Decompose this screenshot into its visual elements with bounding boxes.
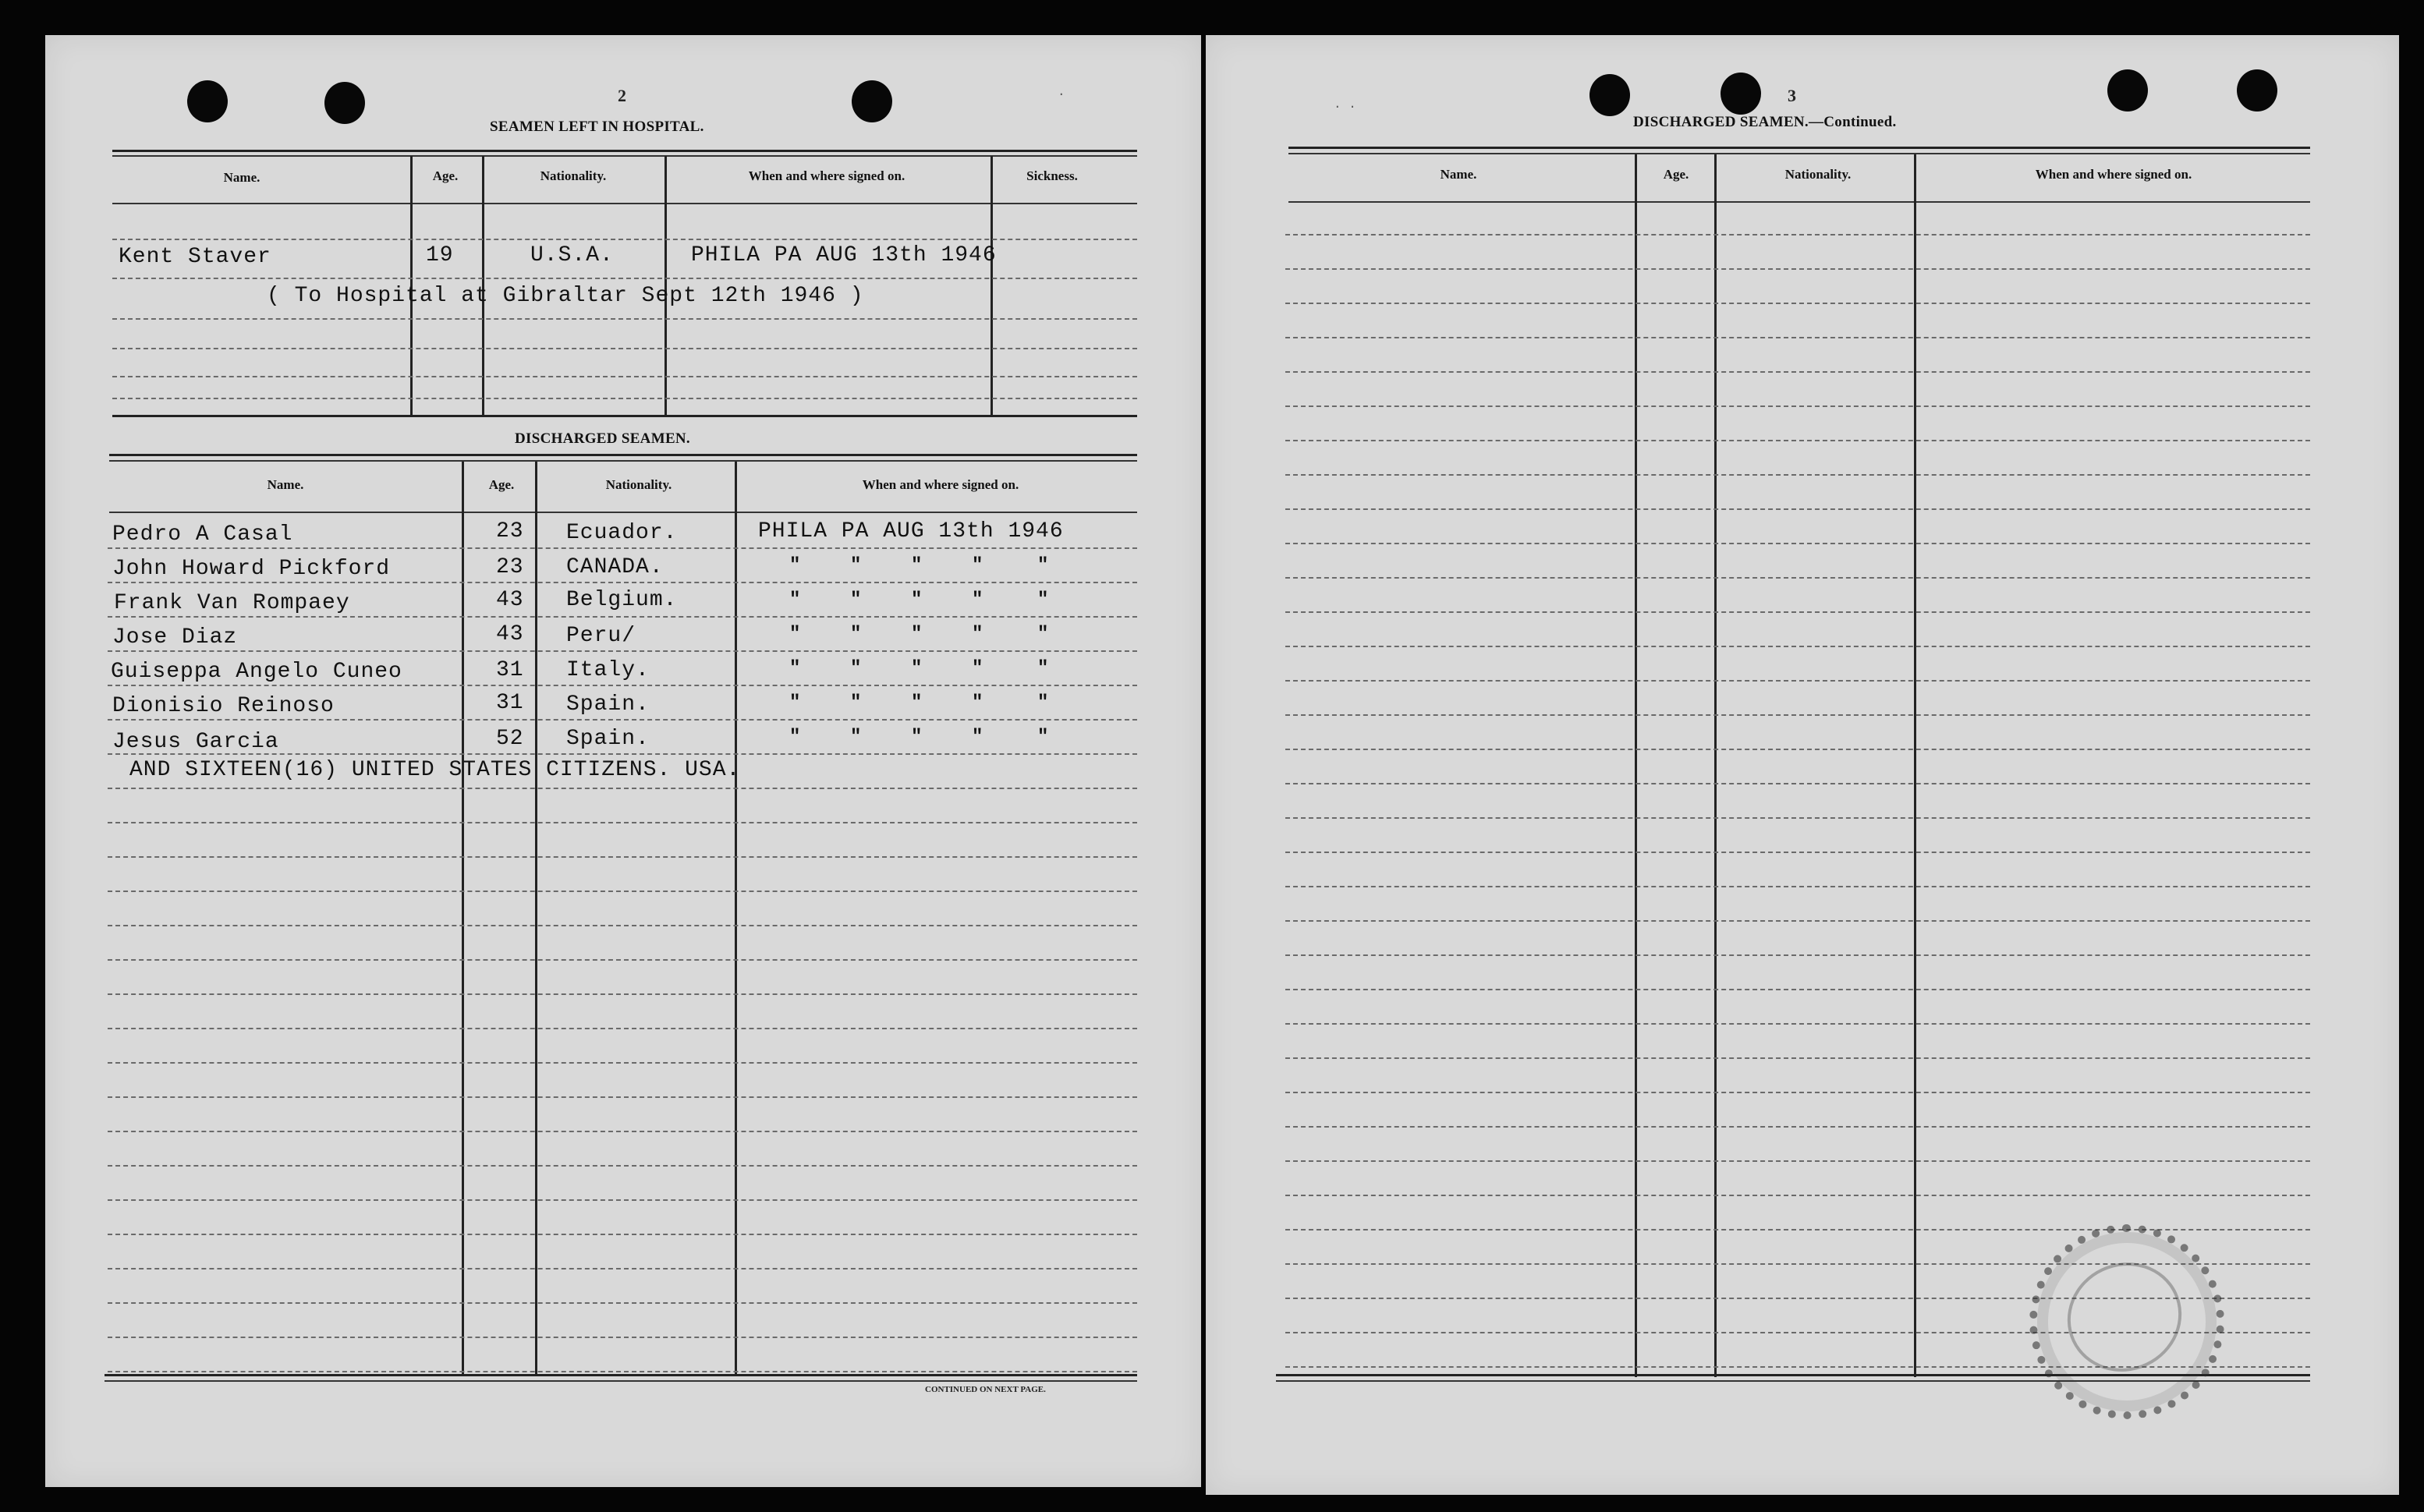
discharged-col-divider [462, 462, 464, 1374]
bleed-through-mark: · · [1334, 100, 1356, 114]
hospital-table-bottom-rule [112, 415, 1137, 417]
discharged-col-nationality: Nationality. [605, 477, 672, 492]
ditto-mark: " [789, 692, 801, 714]
ruled-line [1285, 817, 2310, 819]
discharged-row-nationality: Spain. [566, 692, 650, 717]
ruled-line [108, 582, 1137, 583]
ruled-line [1285, 646, 2310, 647]
ruled-line [1285, 1126, 2310, 1128]
ruled-line [1285, 543, 2310, 544]
discharged-row-age: 43 [496, 622, 524, 646]
punch-hole [2107, 69, 2148, 112]
right-col-age: Age. [1663, 167, 1689, 182]
hospital-table-top-rule [112, 150, 1137, 152]
ruled-line [108, 925, 1137, 926]
continued-note: CONTINUED ON NEXT PAGE. [925, 1385, 1046, 1394]
ruled-line [1285, 611, 2310, 613]
right-page [1206, 35, 2399, 1495]
discharged-row-nationality: Ecuador. [566, 521, 678, 545]
discharged-row-age: 31 [496, 658, 524, 682]
punch-hole [187, 80, 228, 122]
discharged-row-nationality: Spain. [566, 727, 650, 751]
ditto-mark: " [1037, 555, 1049, 576]
ditto-mark: " [789, 555, 801, 576]
ruled-line [108, 1062, 1137, 1064]
hospital-col-sickness: Sickness. [1026, 168, 1078, 183]
ruled-line [108, 1165, 1137, 1167]
right-col-name: Name. [1440, 167, 1477, 182]
ruled-line [108, 1371, 1137, 1372]
ruled-line [112, 398, 1137, 399]
page-number: 2 [618, 86, 626, 105]
discharged-row-age: 43 [496, 588, 524, 612]
ruled-line [108, 1302, 1137, 1304]
ditto-mark: " [911, 590, 923, 611]
ruled-line [108, 547, 1137, 549]
ruled-line [1285, 714, 2310, 716]
ruled-line [1285, 337, 2310, 338]
hospital-col-name: Name. [223, 170, 260, 185]
right-table-head-rule [1288, 201, 2310, 203]
discharged-row-nationality: Belgium. [566, 588, 678, 612]
ditto-mark: " [911, 555, 923, 576]
discharged-col-name: Name. [267, 477, 304, 492]
ruled-line [1285, 268, 2310, 270]
discharged-table-top-rule-2 [109, 460, 1137, 462]
right-col-nationality: Nationality. [1784, 167, 1852, 182]
discharged-row-name: Pedro A Casal [112, 522, 293, 547]
ruled-line [1285, 440, 2310, 441]
hospital-row-name: Kent Staver [119, 245, 271, 269]
ruled-line [1285, 680, 2310, 682]
ruled-line [112, 278, 1137, 279]
discharged-col-divider [735, 462, 737, 1374]
ruled-line [1285, 1160, 2310, 1162]
ditto-mark: " [911, 692, 923, 714]
ruled-line [1285, 989, 2310, 990]
right-table-top-rule [1288, 147, 2310, 149]
bleed-through-mark: · [1058, 87, 1065, 101]
ruled-line [1285, 783, 2310, 784]
ditto-mark: " [1037, 590, 1049, 611]
ruled-line [1285, 234, 2310, 235]
ruled-line [108, 616, 1137, 618]
ditto-mark: " [789, 658, 801, 679]
discharged-row-name: John Howard Pickford [112, 557, 391, 581]
discharged-table-head-rule [109, 512, 1137, 513]
ruled-line [1285, 920, 2310, 922]
ditto-mark: " [911, 727, 923, 748]
hospital-row-age: 19 [426, 243, 454, 267]
discharged-row-name: Dionisio Reinoso [112, 694, 335, 718]
ruled-line [108, 856, 1137, 858]
ruled-line [1285, 1057, 2310, 1059]
ditto-mark: " [972, 555, 983, 576]
right-table-top-rule-2 [1288, 153, 2310, 154]
hospital-section-title: SEAMEN LEFT IN HOSPITAL. [490, 119, 704, 135]
ruled-line [108, 685, 1137, 686]
ruled-line [1285, 303, 2310, 304]
ruled-line [108, 1131, 1137, 1132]
ruled-line [108, 959, 1137, 961]
ditto-mark: " [789, 624, 801, 645]
discharged-row-nationality: Peru/ [566, 624, 636, 648]
punch-hole [1721, 73, 1761, 115]
discharged-col-age: Age. [488, 477, 515, 492]
page-number: 3 [1788, 86, 1796, 105]
ditto-mark: " [911, 624, 923, 645]
discharged-summary: AND SIXTEEN(16) UNITED STATES CITIZENS. USA. [129, 758, 741, 782]
ditto-mark: " [850, 692, 862, 714]
discharged-row-signed-on: PHILA PA AUG 13th 1946 [758, 519, 1064, 544]
ruled-line [112, 318, 1137, 320]
ruled-line [112, 239, 1137, 240]
ruled-line [108, 788, 1137, 789]
discharged-col-signed-on: When and where signed on. [862, 477, 1019, 492]
ditto-mark: " [972, 624, 983, 645]
ruled-line [1285, 1195, 2310, 1196]
ruled-line [112, 376, 1137, 377]
discharged-row-age: 31 [496, 691, 524, 715]
ditto-mark: " [972, 590, 983, 611]
discharged-row-name: Jose Diaz [112, 625, 238, 650]
punch-hole [324, 82, 365, 124]
discharged-row-name: Frank Van Rompaey [114, 591, 350, 615]
hospital-col-nationality: Nationality. [540, 168, 607, 183]
ruled-line [108, 993, 1137, 995]
hospital-col-signed-on: When and where signed on. [748, 168, 905, 183]
ditto-mark: " [850, 624, 862, 645]
discharged-col-divider [535, 462, 537, 1374]
ditto-mark: " [1037, 658, 1049, 679]
ruled-line [1285, 749, 2310, 750]
ditto-mark: " [972, 658, 983, 679]
discharged-row-nationality: CANADA. [566, 555, 664, 579]
ditto-mark: " [789, 727, 801, 748]
ditto-mark: " [850, 727, 862, 748]
ditto-mark: " [789, 590, 801, 611]
ruled-line [1285, 508, 2310, 510]
ditto-mark: " [850, 590, 862, 611]
discharged-row-name: Guiseppa Angelo Cuneo [111, 660, 402, 684]
discharged-row-name: Jesus Garcia [112, 730, 279, 754]
ruled-line [1285, 474, 2310, 476]
ditto-mark: " [850, 658, 862, 679]
ditto-mark: " [850, 555, 862, 576]
ruled-line [1285, 405, 2310, 407]
ruled-line [1285, 886, 2310, 887]
discharged-row-age: 52 [496, 727, 524, 751]
punch-hole [1589, 74, 1630, 116]
ruled-line [108, 1337, 1137, 1338]
continued-section-title: DISCHARGED SEAMEN.—Continued. [1633, 114, 1897, 130]
ditto-mark: " [972, 727, 983, 748]
ruled-line [108, 719, 1137, 721]
ditto-mark: " [911, 658, 923, 679]
hospital-col-age: Age. [432, 168, 459, 183]
ditto-mark: " [1037, 624, 1049, 645]
ruled-line [108, 1199, 1137, 1201]
discharged-section-title: DISCHARGED SEAMEN. [515, 430, 690, 447]
ruled-line [108, 1096, 1137, 1098]
discharged-table-bottom-rule [105, 1374, 1137, 1376]
ruled-line [108, 650, 1137, 652]
hospital-table-head-rule [112, 203, 1137, 204]
discharged-row-age: 23 [496, 555, 524, 579]
ruled-line [1285, 1023, 2310, 1025]
discharged-row-age: 23 [496, 519, 524, 544]
ruled-line [108, 1234, 1137, 1235]
hospital-row-signed-on: PHILA PA AUG 13th 1946 [691, 243, 997, 267]
hospital-table-top-rule-2 [112, 155, 1137, 157]
ruled-line [1285, 1092, 2310, 1093]
right-col-signed-on: When and where signed on. [2035, 167, 2192, 182]
ruled-line [108, 891, 1137, 892]
punch-hole [2237, 69, 2277, 112]
ruled-line [112, 348, 1137, 349]
ruled-line [108, 822, 1137, 823]
ruled-line [1285, 577, 2310, 579]
ruled-line [1285, 852, 2310, 853]
ruled-line [108, 1028, 1137, 1029]
hospital-note: ( To Hospital at Gibraltar Sept 12th 1946 ) [267, 284, 864, 308]
ditto-mark: " [972, 692, 983, 714]
discharged-table-top-rule [109, 454, 1137, 456]
ruled-line [1285, 954, 2310, 956]
hospital-row-nationality: U.S.A. [530, 243, 614, 267]
ruled-line [108, 1268, 1137, 1269]
ruled-line [1285, 371, 2310, 373]
ditto-mark: " [1037, 727, 1049, 748]
ditto-mark: " [1037, 692, 1049, 714]
punch-hole [852, 80, 892, 122]
discharged-table-bottom-rule-2 [105, 1380, 1137, 1382]
discharged-row-nationality: Italy. [566, 658, 650, 682]
